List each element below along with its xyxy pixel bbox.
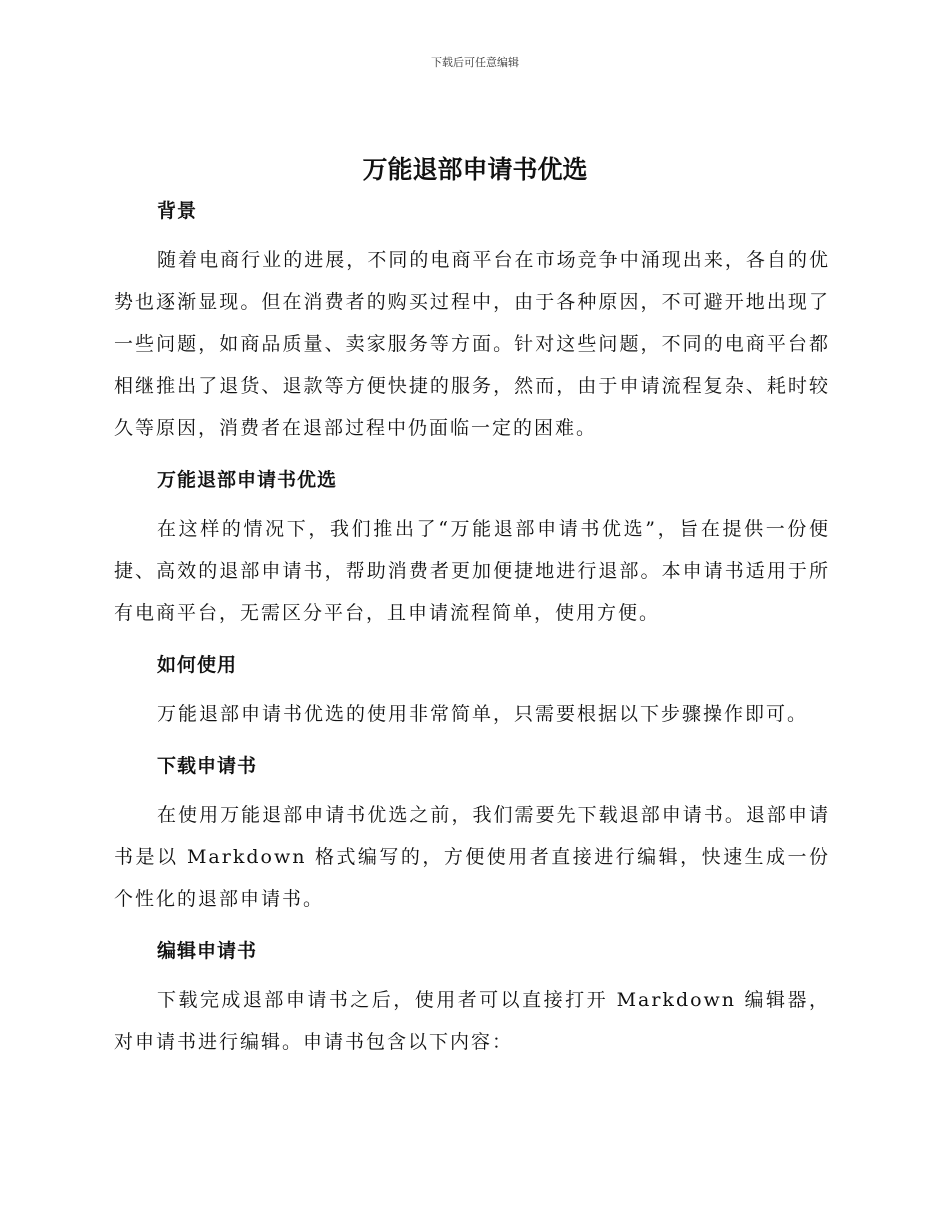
section-background — [114, 197, 830, 449]
page-header-note: 下载后可任意编辑 — [431, 56, 519, 69]
section-heading: 下载申请书 — [157, 755, 258, 777]
section-heading: 如何使用 — [157, 654, 238, 676]
section-download — [114, 752, 830, 920]
section-paragraph: 万能退部申请书优选的使用非常简单，只需要根据以下步骤操作即可。 — [157, 703, 809, 725]
section-paragraph: 随着电商行业的进展，不同的电商平台在市场竞争中涌现出来，各自的优势也逐渐显现。但在消费者的购买过程中，由于各种原因，不可避开地出现了一些问题，如商品质量、卖家服务等方面。针对这些问题，不同的电商平台都相继推出了退货、退款等方便快捷的服务，然而，由于申请流程复杂、耗时较久等原因，消费者在退部过程中仍面临一定的困难。 — [114, 249, 830, 439]
section-heading: 万能退部申请书优选 — [157, 469, 338, 491]
section-heading: 编辑申请书 — [157, 940, 258, 962]
document-body — [114, 197, 830, 1080]
section-edit — [114, 937, 830, 1063]
section-product — [114, 466, 830, 634]
section-paragraph: 在这样的情况下，我们推出了“万能退部申请书优选”，旨在提供一份便捷、高效的退部申请书，帮助消费者更加便捷地进行退部。本申请书适用于所有电商平台，无需区分平台，且申请流程简单，使用方便。 — [114, 518, 830, 624]
section-paragraph: 下载完成退部申请书之后，使用者可以直接打开 Markdown 编辑器，对申请书进行编辑。申请书包含以下内容： — [114, 989, 830, 1053]
section-heading: 背景 — [157, 200, 198, 222]
section-paragraph: 在使用万能退部申请书优选之前，我们需要先下载退部申请书。退部申请书是以 Markdown 格式编写的，方便使用者直接进行编辑，快速生成一份个性化的退部申请书。 — [114, 804, 830, 910]
section-how-to-use — [114, 651, 830, 735]
document-title: 万能退部申请书优选 — [362, 155, 588, 184]
